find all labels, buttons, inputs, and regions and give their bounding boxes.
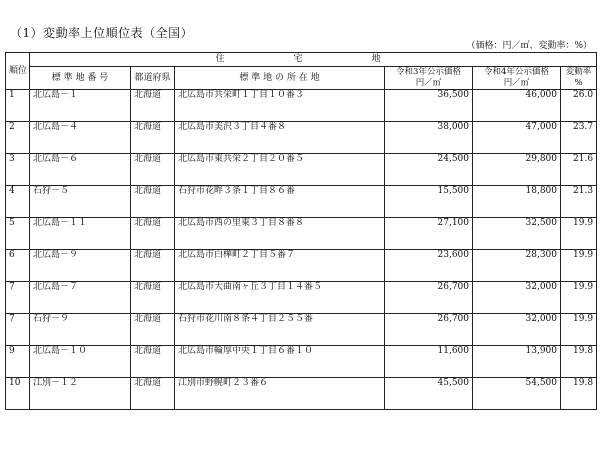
prefecture-cell: 北海道 <box>131 314 175 346</box>
lot-number-cell: 北広島－１ <box>30 90 131 122</box>
price-r4-cell: 54,500 <box>473 378 561 410</box>
rank-cell: 1 <box>6 90 30 122</box>
lot-number-cell: 北広島－９ <box>30 250 131 282</box>
table-row <box>6 122 597 154</box>
table-row <box>6 218 597 250</box>
price-r3-cell: 24,500 <box>385 154 473 186</box>
col-price-r3-unit: 円／㎡ <box>415 78 442 88</box>
table-row <box>6 250 597 282</box>
price-r3-cell: 45,500 <box>385 378 473 410</box>
price-r4-cell: 32,500 <box>473 218 561 250</box>
prefecture-cell: 北海道 <box>131 90 175 122</box>
document-title: （1）変動率上位順位表（全国） <box>10 26 194 40</box>
address-cell: 石狩市花川南８条４丁目２５５番 <box>175 314 385 346</box>
price-r4-cell: 13,900 <box>473 346 561 378</box>
table-body <box>6 90 597 410</box>
rank-cell: 7 <box>6 282 30 314</box>
prefecture-cell: 北海道 <box>131 154 175 186</box>
price-r3-cell: 23,600 <box>385 250 473 282</box>
price-r3-cell: 38,000 <box>385 122 473 154</box>
change-rate-cell: 21.3 <box>561 186 597 218</box>
address-cell: 北広島市東共栄２丁目２０番５ <box>175 154 385 186</box>
price-r3-cell: 15,500 <box>385 186 473 218</box>
lot-number-cell: 北広島－１０ <box>30 346 131 378</box>
col-price-r3-header <box>385 67 473 90</box>
price-r4-cell: 29,800 <box>473 154 561 186</box>
col-price-r4-header <box>473 67 561 90</box>
table-row <box>6 378 597 410</box>
price-r4-cell: 32,000 <box>473 314 561 346</box>
table-header <box>6 53 597 90</box>
change-rate-cell: 19.9 <box>561 250 597 282</box>
change-rate-cell: 23.7 <box>561 122 597 154</box>
ranking-table <box>5 52 597 410</box>
lot-number-cell: 北広島－４ <box>30 122 131 154</box>
rank-cell: 5 <box>6 218 30 250</box>
address-cell: 北広島市西の里東３丁目８番８ <box>175 218 385 250</box>
change-rate-cell: 26.0 <box>561 90 597 122</box>
price-r3-cell: 11,600 <box>385 346 473 378</box>
address-cell: 江別市野幌町２３番６ <box>175 378 385 410</box>
table-row <box>6 346 597 378</box>
prefecture-cell: 北海道 <box>131 122 175 154</box>
change-rate-cell: 19.8 <box>561 378 597 410</box>
address-cell: 北広島市美沢３丁目４番８ <box>175 122 385 154</box>
lot-number-cell: 江別－１２ <box>30 378 131 410</box>
col-rank-header: 順位 <box>6 53 30 90</box>
rank-cell: 3 <box>6 154 30 186</box>
prefecture-cell: 北海道 <box>131 218 175 250</box>
lot-number-cell: 北広島－７ <box>30 282 131 314</box>
address-cell: 石狩市花畔３条１丁目８６番 <box>175 186 385 218</box>
change-rate-cell: 19.9 <box>561 218 597 250</box>
address-cell: 北広島市大曲南ヶ丘３丁目１４番５ <box>175 282 385 314</box>
col-price-r4-unit: 円／㎡ <box>503 78 530 88</box>
prefecture-cell: 北海道 <box>131 346 175 378</box>
col-lot-header: 標 準 地 番 号 <box>30 67 131 90</box>
price-r4-cell: 47,000 <box>473 122 561 154</box>
change-rate-cell: 19.9 <box>561 282 597 314</box>
rank-cell: 2 <box>6 122 30 154</box>
change-rate-cell: 19.9 <box>561 314 597 346</box>
lot-number-cell: 石狩－９ <box>30 314 131 346</box>
price-r4-cell: 46,000 <box>473 90 561 122</box>
price-r3-cell: 36,500 <box>385 90 473 122</box>
change-rate-cell: 21.6 <box>561 154 597 186</box>
col-price-r3-label: 令和3年公示価格 <box>396 67 461 77</box>
col-price-r4-label: 令和4年公示価格 <box>484 67 549 77</box>
rank-cell: 7 <box>6 314 30 346</box>
lot-number-cell: 石狩－５ <box>30 186 131 218</box>
price-r4-cell: 32,000 <box>473 282 561 314</box>
table-row <box>6 282 597 314</box>
col-rate-header <box>561 67 597 90</box>
address-cell: 北広島市白樺町２丁目５番７ <box>175 250 385 282</box>
price-r4-cell: 18,800 <box>473 186 561 218</box>
col-rate-unit: % <box>574 78 583 88</box>
residential-land-header: 住 宅 地 <box>30 53 597 67</box>
prefecture-cell: 北海道 <box>131 250 175 282</box>
rank-cell: 6 <box>6 250 30 282</box>
change-rate-cell: 19.8 <box>561 346 597 378</box>
rank-cell: 4 <box>6 186 30 218</box>
table-row <box>6 314 597 346</box>
unit-note: （価格：円／㎡、変動率：%） <box>466 41 592 51</box>
table-row <box>6 154 597 186</box>
price-r3-cell: 27,100 <box>385 218 473 250</box>
table-row <box>6 186 597 218</box>
prefecture-cell: 北海道 <box>131 282 175 314</box>
table-row <box>6 90 597 122</box>
address-cell: 北広島市輪厚中央１丁目６番１０ <box>175 346 385 378</box>
col-rate-label: 変動率 <box>565 67 592 77</box>
lot-number-cell: 北広島－６ <box>30 154 131 186</box>
price-r3-cell: 26,700 <box>385 282 473 314</box>
prefecture-cell: 北海道 <box>131 378 175 410</box>
price-r3-cell: 26,700 <box>385 314 473 346</box>
lot-number-cell: 北広島－１１ <box>30 218 131 250</box>
rank-cell: 10 <box>6 378 30 410</box>
col-pref-header: 都道府県 <box>131 67 175 90</box>
prefecture-cell: 北海道 <box>131 186 175 218</box>
address-cell: 北広島市共栄町１丁目１０番３ <box>175 90 385 122</box>
col-address-header: 標 準 地 の 所 在 地 <box>175 67 385 90</box>
rank-cell: 9 <box>6 346 30 378</box>
price-r4-cell: 28,300 <box>473 250 561 282</box>
